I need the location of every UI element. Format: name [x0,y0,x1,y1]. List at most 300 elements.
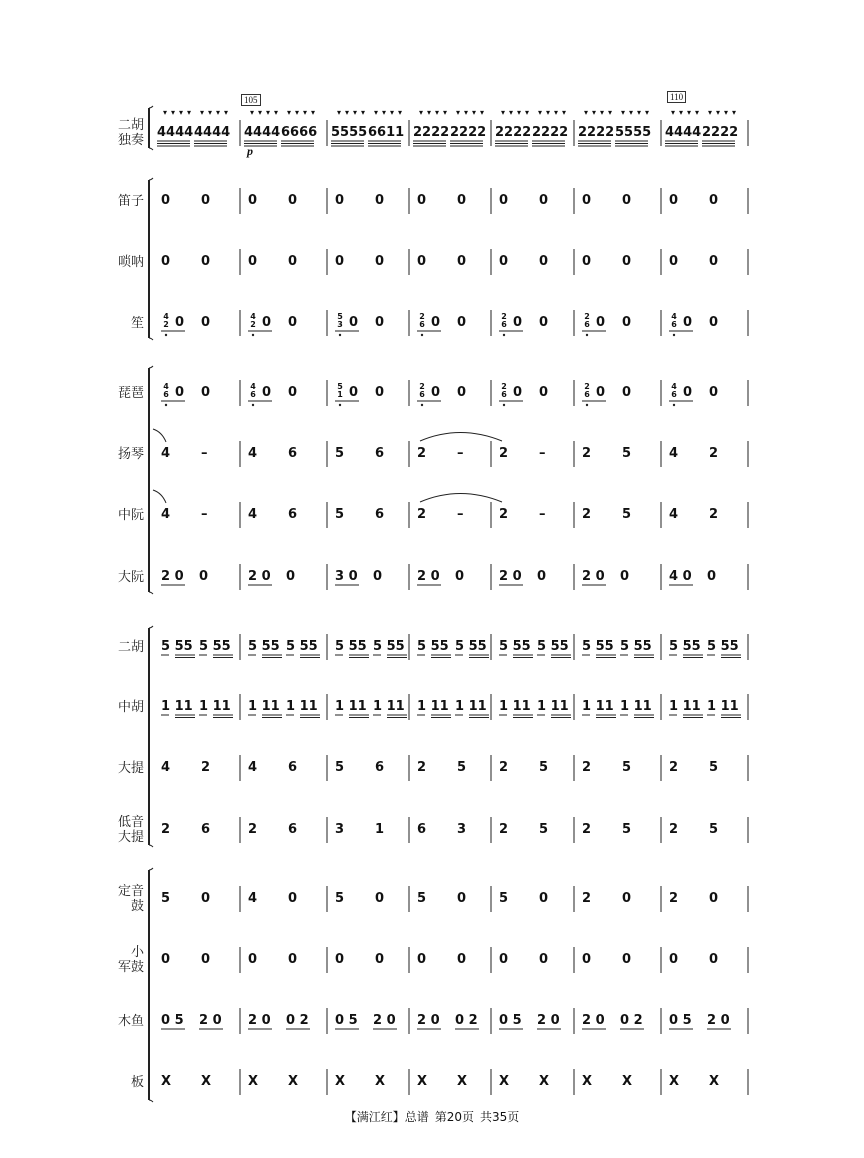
note: 0 [248,193,258,208]
chord-stack [335,313,345,329]
bracket-hook-bottom [149,148,153,150]
accent-mark: ▾ [344,108,349,117]
note-group: 0 [620,569,630,584]
note: 0 [622,193,632,208]
octave-dot [586,404,588,406]
instrument-label-pipa [100,386,144,401]
octave-dot [421,334,423,336]
tie-arc [420,494,502,503]
note: 2 [709,507,719,522]
note: X [161,1074,172,1089]
measure-number: 105 [241,94,261,106]
note: 5 [622,507,632,522]
note: 0 [622,891,632,906]
sixteenth-group: 4444 [244,125,281,140]
accent-mark: ▾ [223,108,228,117]
instrument-name: 定音 [117,884,144,899]
accent-mark: ▾ [381,108,386,117]
chord-top-note: 4 [671,312,677,321]
note: 0 [375,952,385,967]
note-group: 2 0 [199,1013,222,1028]
bracket-hook-bottom [149,845,153,847]
note: 2 [582,446,592,461]
note: 0 [375,193,385,208]
note-group: 2 0 [248,1013,271,1028]
chord-top-note: 2 [501,382,507,391]
accent-mark: ▾ [686,108,691,117]
accent-mark: ▾ [442,108,447,117]
chord-top-note: 5 [337,312,343,321]
note: 5 [161,891,171,906]
note: 0 [161,193,171,208]
note: 0 [201,254,211,269]
accent-mark: ▾ [479,108,484,117]
chord-stack [499,383,509,399]
note-group: 5 55 [248,639,280,654]
rest: 0 [288,385,298,400]
bracket-hook-top [149,366,153,368]
chord-top-note: 4 [671,382,677,391]
instrument-name: 鼓 [130,899,144,914]
note: 0 [457,891,467,906]
chord-top-note: 4 [250,312,256,321]
rest: 0 [539,315,549,330]
note-group: 5 55 [669,639,701,654]
note: 0 [335,254,345,269]
rest: 0 [539,385,549,400]
accent-mark: ▾ [360,108,365,117]
chord-top-note: 4 [163,382,169,391]
accent-mark: ▾ [678,108,683,117]
note: 2 [161,822,171,837]
note-group: 2 0 [248,569,271,584]
instrument-name: 低音 [117,815,144,830]
chord-stack [161,313,171,329]
octave-dot [673,404,675,406]
note-group: 1 11 [707,699,739,714]
accent-mark: ▾ [500,108,505,117]
accent-mark: ▾ [599,108,604,117]
octave-dot [252,334,254,336]
note-group: 5 55 [707,639,739,654]
note: 6 [288,760,298,775]
note: 0 [709,952,719,967]
note: 0 [709,891,719,906]
instrument-name: 板 [130,1074,144,1090]
measure-number: 110 [667,91,686,103]
rest: 0 [709,385,719,400]
note-group: 3 0 [335,569,358,584]
note-group: 1 11 [537,699,569,714]
sixteenth-group: 2222 [578,125,615,140]
accent-mark: ▾ [455,108,460,117]
note: 0 [288,254,298,269]
rest: 0 [431,315,441,330]
instrument-name: 大提 [117,830,144,845]
note: 4 [161,760,171,775]
accent-mark: ▾ [294,108,299,117]
instrument-label-snare [100,945,144,975]
accent-mark: ▾ [215,108,220,117]
note: 4 [161,507,171,522]
accent-mark: ▾ [207,108,212,117]
instrument-name: 笛子 [117,193,144,209]
note: 2 [417,446,427,461]
note: X [288,1074,299,1089]
accent-mark: ▾ [607,108,612,117]
rest: 0 [596,315,606,330]
note: X [248,1074,259,1089]
sixteenth-group: 4444 [665,125,702,140]
accent-mark: ▾ [715,108,720,117]
note-group: 2 0 [707,1013,730,1028]
accent-mark: ▾ [418,108,423,117]
bracket-hook-top [149,626,153,628]
note: X [582,1074,593,1089]
accent-mark: ▾ [352,108,357,117]
note: 0 [539,952,549,967]
note: 6 [201,822,211,837]
accent-mark: ▾ [286,108,291,117]
accent-mark: ▾ [199,108,204,117]
note-group: 2 0 [582,1013,605,1028]
accent-mark: ▾ [389,108,394,117]
note: 5 [335,760,345,775]
note: X [709,1074,720,1089]
note-group: 0 2 [455,1013,478,1028]
chord-bottom-note: 6 [163,390,169,399]
note: 0 [499,952,509,967]
accent-mark: ▾ [336,108,341,117]
note: 0 [582,952,592,967]
instrument-label-ban [100,1075,144,1090]
instrument-name: 木鱼 [117,1013,144,1029]
rest: 0 [262,315,272,330]
note: 0 [201,891,211,906]
instrument-name: 扬琴 [117,446,144,462]
accent-mark: ▾ [561,108,566,117]
note: 5 [622,760,632,775]
note: 2 [709,446,719,461]
sixteenth-group: 5555 [615,125,652,140]
note-group: 0 [199,569,209,584]
rest: 0 [513,315,523,330]
note: X [622,1074,633,1089]
instrument-label-cello [100,761,144,776]
note-group: 0 [373,569,383,584]
chord-bottom-note: 2 [163,320,169,329]
rest: 0 [457,315,467,330]
note: 0 [709,193,719,208]
instrument-name: 琵琶 [117,385,144,401]
chord-bottom-note: 6 [501,390,507,399]
chord-bottom-note: 6 [250,390,256,399]
chord-stack [417,383,427,399]
note: 0 [539,254,549,269]
accent-mark: ▾ [186,108,191,117]
accent-mark: ▾ [723,108,728,117]
note-group: 5 55 [620,639,652,654]
accent-mark: ▾ [463,108,468,117]
note: 0 [161,952,171,967]
rest: 0 [622,385,632,400]
note-group: 4 0 [669,569,692,584]
note: 5 [457,760,467,775]
note: 2 [201,760,211,775]
accent-mark: ▾ [162,108,167,117]
rest: 0 [375,315,385,330]
accent-mark: ▾ [524,108,529,117]
note: – [457,446,464,461]
note-group: 5 55 [582,639,614,654]
note: 4 [248,891,258,906]
note: 0 [375,891,385,906]
note: 0 [669,952,679,967]
note-group: 1 11 [335,699,367,714]
rest: 0 [596,385,606,400]
note-group: 5 55 [335,639,367,654]
note-group: 5 55 [161,639,193,654]
instrument-label-suona [100,255,144,270]
accent-mark: ▾ [670,108,675,117]
rest: 0 [288,315,298,330]
rest: 0 [349,385,359,400]
note: 5 [709,822,719,837]
accent-mark: ▾ [628,108,633,117]
chord-stack [669,383,679,399]
note: 0 [201,193,211,208]
note: 2 [582,507,592,522]
note-group: 1 11 [417,699,449,714]
rest: 0 [683,385,693,400]
accent-mark: ▾ [302,108,307,117]
note: 4 [248,760,258,775]
note-group: 5 55 [373,639,405,654]
note: X [669,1074,680,1089]
instrument-name: 小 [130,945,144,960]
note-group: 2 0 [582,569,605,584]
accent-mark: ▾ [537,108,542,117]
accent-mark: ▾ [516,108,521,117]
chord-bottom-note: 1 [337,390,343,399]
rest: 0 [622,315,632,330]
accent-mark: ▾ [707,108,712,117]
chord-stack [335,383,345,399]
note: 2 [582,822,592,837]
accent-mark: ▾ [731,108,736,117]
instrument-name: 中阮 [117,507,144,523]
sixteenth-group: 2222 [702,125,739,140]
sixteenth-group: 5555 [331,125,368,140]
note: X [201,1074,212,1089]
note: 0 [288,952,298,967]
note: 4 [248,507,258,522]
sixteenth-group: 4444 [157,125,194,140]
note: 5 [539,760,549,775]
instrument-name: 军鼓 [117,960,144,975]
note-group: 0 5 [335,1013,358,1028]
chord-top-note: 2 [419,312,425,321]
note: – [539,446,546,461]
octave-dot [673,334,675,336]
octave-dot [252,404,254,406]
note: 5 [709,760,719,775]
note-group: 0 [707,569,717,584]
instrument-name: 大提 [117,760,144,776]
sixteenth-group: 2222 [413,125,450,140]
note: 5 [335,507,345,522]
note-group: 2 0 [537,1013,560,1028]
accent-mark: ▾ [545,108,550,117]
note-group: 0 2 [620,1013,643,1028]
accent-mark: ▾ [426,108,431,117]
note: 1 [375,822,385,837]
note: 0 [417,952,427,967]
rest: 0 [683,315,693,330]
note: 0 [417,254,427,269]
note: 2 [499,507,509,522]
note: 2 [669,891,679,906]
accent-mark: ▾ [636,108,641,117]
note: 5 [335,446,345,461]
footer-title: 【满江红】总谱 [344,1110,429,1124]
note: 0 [539,193,549,208]
chord-stack [248,313,258,329]
instrument-name: 独奏 [117,133,144,148]
footer-page: 第20页 [434,1110,474,1124]
note: X [499,1074,510,1089]
instrument-label-erhu [100,640,144,655]
note: 2 [582,891,592,906]
note: 0 [622,952,632,967]
chord-bottom-note: 6 [671,390,677,399]
note: 6 [375,760,385,775]
note: 0 [539,891,549,906]
note-group: 1 11 [582,699,614,714]
instrument-label-bass [100,815,144,845]
note: 0 [417,193,427,208]
instrument-label-zhongruan [100,508,144,523]
note: 0 [248,952,258,967]
note: 2 [499,446,509,461]
note: 6 [288,822,298,837]
note-group: 1 11 [620,699,652,714]
note-group: 1 11 [499,699,531,714]
dynamic-marking: p [247,144,253,158]
rest: 0 [431,385,441,400]
octave-dot [421,404,423,406]
octave-dot [339,334,341,336]
note-group: 2 0 [373,1013,396,1028]
chord-stack [582,313,592,329]
tie-arc [153,490,166,503]
note: 0 [201,952,211,967]
note: – [457,507,464,522]
chord-bottom-note: 6 [671,320,677,329]
instrument-label-dizi [100,194,144,209]
note: 4 [248,446,258,461]
accent-mark: ▾ [591,108,596,117]
note: 0 [499,193,509,208]
note: 5 [499,891,509,906]
note: 2 [582,760,592,775]
accent-mark: ▾ [471,108,476,117]
octave-dot [503,334,505,336]
chord-top-note: 2 [419,382,425,391]
note-group: 0 [455,569,465,584]
sixteenth-group: 6666 [281,125,318,140]
accent-mark: ▾ [373,108,378,117]
note: 6 [288,507,298,522]
note: 0 [582,193,592,208]
note-group: 5 55 [537,639,569,654]
note: 5 [335,891,345,906]
chord-bottom-note: 6 [419,320,425,329]
sixteenth-group: 2222 [495,125,532,140]
note: 6 [375,446,385,461]
accent-mark: ▾ [257,108,262,117]
note-group: 0 [286,569,296,584]
rest: 0 [201,385,211,400]
instrument-label-yangqin [100,447,144,462]
note: 2 [248,822,258,837]
instrument-label-erhu_solo [100,118,144,148]
rest: 0 [349,315,359,330]
accent-mark: ▾ [694,108,699,117]
accent-mark: ▾ [397,108,402,117]
chord-top-note: 2 [501,312,507,321]
instrument-name: 二胡 [117,118,144,133]
instrument-label-daruan [100,570,144,585]
note: 4 [669,446,679,461]
chord-top-note: 2 [584,312,590,321]
chord-bottom-note: 6 [584,320,590,329]
note-group: 2 0 [161,569,184,584]
note: 6 [288,446,298,461]
chord-top-note: 5 [337,382,343,391]
octave-dot [503,404,505,406]
note: 0 [288,891,298,906]
chord-top-note: 4 [163,312,169,321]
note: X [539,1074,550,1089]
chord-stack [499,313,509,329]
instrument-label-timpani [100,884,144,914]
instrument-name: 大阮 [117,569,144,585]
chord-bottom-note: 6 [501,320,507,329]
note: 0 [457,193,467,208]
instrument-label-sheng [100,316,144,331]
note-group: 1 11 [669,699,701,714]
instrument-label-zhonghu [100,700,144,715]
instrument-label-muyu [100,1014,144,1029]
accent-mark: ▾ [310,108,315,117]
note: X [375,1074,386,1089]
note: 0 [709,254,719,269]
note: 0 [457,254,467,269]
octave-dot [165,334,167,336]
note: 2 [417,507,427,522]
note: 5 [539,822,549,837]
tie-arc [153,429,166,442]
rest: 0 [262,385,272,400]
note-group: 0 5 [669,1013,692,1028]
note-group: 5 55 [455,639,487,654]
chord-stack [417,313,427,329]
accent-mark: ▾ [583,108,588,117]
accent-mark: ▾ [273,108,278,117]
accent-mark: ▾ [644,108,649,117]
note: 5 [417,891,427,906]
